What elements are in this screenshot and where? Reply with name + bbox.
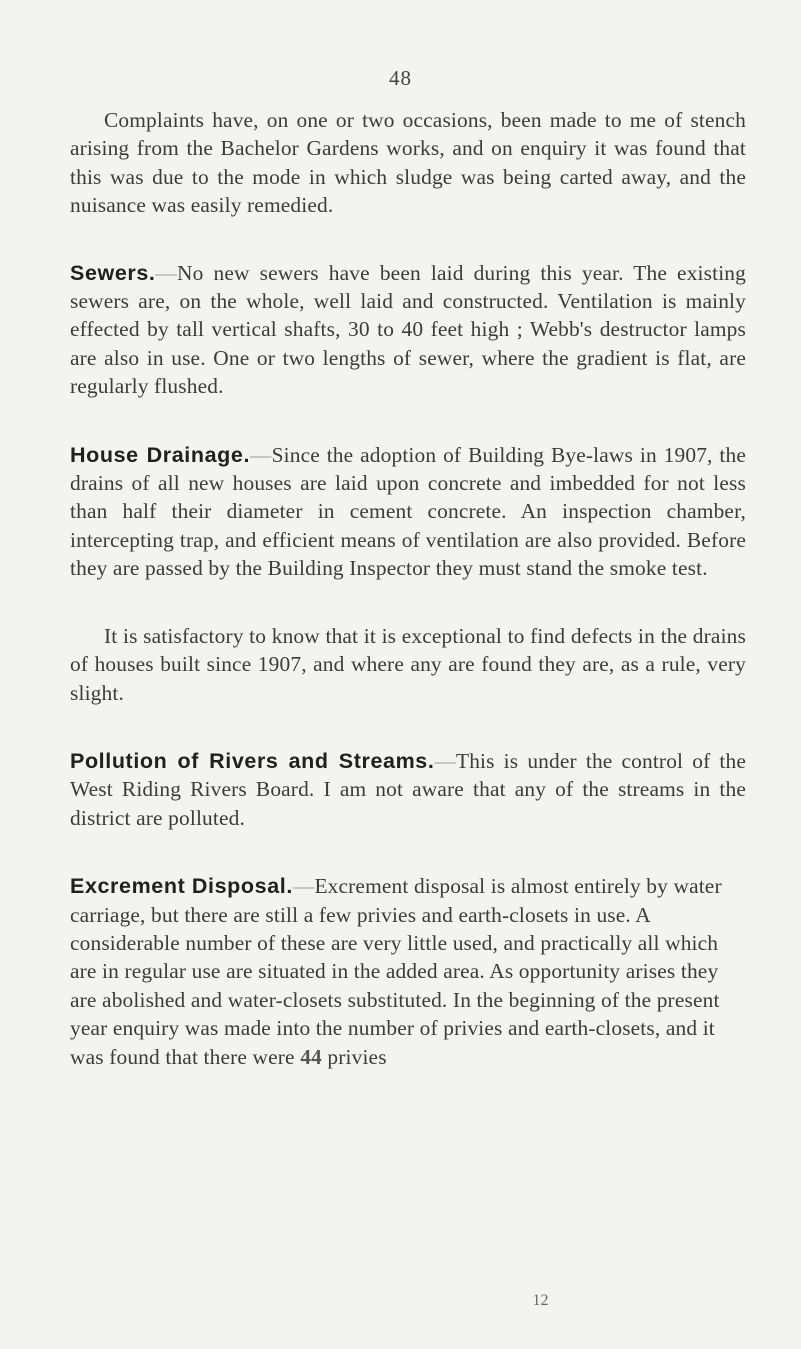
heading-dash: — xyxy=(292,874,315,899)
excrement-body: Excrement disposal is almost entirely by water carriage, but there are still a few privies and earth-closets in use. A considerable number of these are very little used, and practically all which are in regular use are situated in the added area. As opportunity arises they are abolished and water-closets substituted. In the beginning of the present year enquiry was made into the number of privies and earth-closets, and it was found that there were xyxy=(70,874,722,1069)
page-bottom-fragment xyxy=(0,1292,801,1310)
house-drainage-body: Since the adoption of Building Bye-laws in 1907, the drains of all new houses are laid upon concrete and imbedded for not less than half their diameter in cement concrete. An inspection chamber, intercepting trap, and efficient means of ventilation are also provided. Before they are passed by the Building Inspector they must stand the smoke test. xyxy=(70,442,746,581)
paragraph-satisfactory: It is satisfactory to know that it is exceptional to find defects in the drains of houses built since 1907, and where any are found they are, as a rule, very slight. xyxy=(70,623,746,705)
paragraph-pollution xyxy=(70,747,746,832)
heading-dash: — xyxy=(155,260,178,285)
paragraph-sewers xyxy=(70,259,746,401)
pollution-body: This is under the control of the West Riding Rivers Board. I am not aware that any of the streams in the district are polluted. xyxy=(70,748,746,830)
heading-dash: — xyxy=(250,442,272,467)
heading-dash: — xyxy=(434,748,456,773)
paragraph-excrement xyxy=(70,872,746,1071)
obscured-number: 44 xyxy=(300,1044,322,1069)
heading-house-drainage: House Drainage. xyxy=(70,442,251,467)
paragraph-complaints: Complaints have, on one or two occasions, been made to me of stench arising from the Bachelor Gardens works, and on enquiry it was found that this was due to the mode in which sludge was being carted away, and the nuisance was easily remedied. xyxy=(70,108,746,218)
paragraph-house-drainage xyxy=(70,441,746,583)
sewers-body: No new sewers have been laid during this year. The existing sewers are, on the whole, well laid and constructed. Ventilation is mainly effected by tall vertical shafts, 30 to 40 feet high ; Webb's destructor lamps are also in use. One or two lengths of sewer, where the gradient is flat, are regularly flushed. xyxy=(70,260,746,399)
heading-sewers: Sewers. xyxy=(70,260,156,285)
fragment-text: 12 xyxy=(532,1292,549,1309)
page-number: 48 xyxy=(389,66,412,90)
heading-pollution: Pollution of Rivers and Streams. xyxy=(70,748,435,773)
heading-excrement: Excrement Disposal. xyxy=(70,874,293,899)
body-text xyxy=(70,106,746,1071)
excrement-tail: privies xyxy=(327,1044,387,1069)
